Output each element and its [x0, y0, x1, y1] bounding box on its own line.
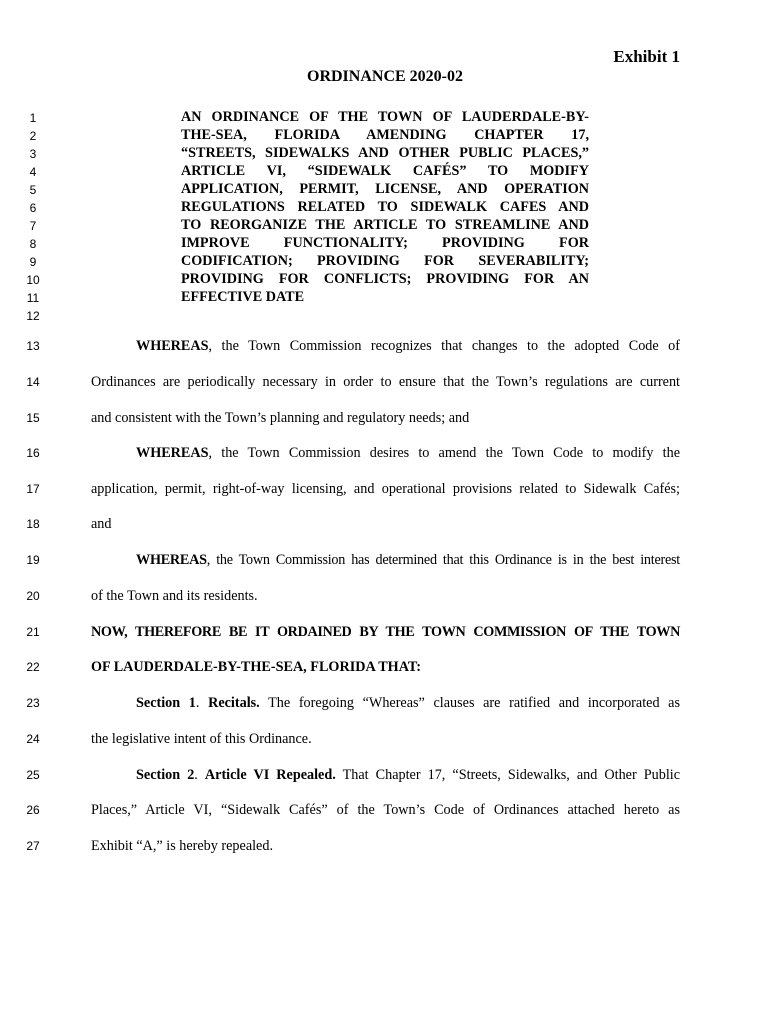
line-number: 26: [26, 803, 40, 817]
body-line-16: WHEREAS, the Town Commission desires to amend the Town Code to modify the: [136, 445, 680, 461]
ordinance-title: ORDINANCE 2020-02: [307, 68, 463, 85]
line-number: 6: [29, 201, 37, 215]
caption-line: PROVIDING FOR CONFLICTS; PROVIDING FOR AN: [181, 271, 589, 287]
body-line-17: application, permit, right-of-way licensing, and operational provisions related to Sidewalk Cafés;: [91, 481, 680, 497]
caption-line: ARTICLE VI, “SIDEWALK CAFÉS” TO MODIFY: [181, 163, 589, 179]
line-number: 7: [29, 219, 37, 233]
body-line-19: WHEREAS, the Town Commission has determined that this Ordinance is in the best interest: [136, 552, 680, 568]
line-number: 1: [29, 111, 37, 125]
body-line-14: Ordinances are periodically necessary in order to ensure that the Town’s regulations are current: [91, 374, 680, 390]
caption-line: CODIFICATION; PROVIDING FOR SEVERABILITY;: [181, 253, 589, 269]
line-number: 5: [29, 183, 37, 197]
whereas-label: WHEREAS: [136, 445, 209, 461]
line-number: 23: [26, 696, 40, 710]
body-line-13: WHEREAS, the Town Commission recognizes that changes to the adopted Code of: [136, 338, 680, 354]
whereas-label: WHEREAS: [136, 338, 209, 354]
section-1-label: Section 1: [136, 695, 196, 711]
line-number: 18: [26, 517, 40, 531]
section-2-title: Article VI Repealed.: [204, 767, 336, 783]
line-number: 25: [26, 768, 40, 782]
section-2-label: Section 2: [136, 767, 195, 783]
section-1-title: Recitals.: [208, 695, 260, 711]
line-number: 10: [26, 273, 40, 287]
body-line-18: and: [91, 516, 112, 532]
line-number: 8: [29, 237, 37, 251]
line-number: 9: [29, 255, 37, 269]
caption-line: AN ORDINANCE OF THE TOWN OF LAUDERDALE-BY-: [181, 109, 589, 125]
body-line-20: of the Town and its residents.: [91, 588, 258, 604]
body-line-27: Exhibit “A,” is hereby repealed.: [91, 838, 273, 854]
caption-line: THE-SEA, FLORIDA AMENDING CHAPTER 17,: [181, 127, 589, 143]
line-number: 12: [26, 309, 40, 323]
line-number: 17: [26, 482, 40, 496]
line-number: 24: [26, 732, 40, 746]
line-number: 19: [26, 553, 40, 567]
caption-line: REGULATIONS RELATED TO SIDEWALK CAFES AND: [181, 199, 589, 215]
caption-line: IMPROVE FUNCTIONALITY; PROVIDING FOR: [181, 235, 589, 251]
line-number: 4: [29, 165, 37, 179]
line-number: 20: [26, 589, 40, 603]
caption-line: EFFECTIVE DATE: [181, 289, 305, 305]
caption-line: APPLICATION, PERMIT, LICENSE, AND OPERATION: [181, 181, 589, 197]
body-line-24: the legislative intent of this Ordinance.: [91, 731, 312, 747]
line-number: 27: [26, 839, 40, 853]
caption-line: “STREETS, SIDEWALKS AND OTHER PUBLIC PLACES,”: [181, 145, 589, 161]
line-number: 21: [26, 625, 40, 639]
line-number: 14: [26, 375, 40, 389]
line-number: 16: [26, 446, 40, 460]
caption-line: TO REORGANIZE THE ARTICLE TO STREAMLINE AND: [181, 217, 589, 233]
body-line-22: OF LAUDERDALE-BY-THE-SEA, FLORIDA THAT:: [91, 659, 422, 675]
line-number: 22: [26, 660, 40, 674]
body-line-25: Section 2. Article VI Repealed. That Chapter 17, “Streets, Sidewalks, and Other Public: [136, 767, 681, 783]
line-number: 2: [29, 129, 37, 143]
line-number: 13: [26, 339, 40, 353]
body-line-23: Section 1. Recitals. The foregoing “Whereas” clauses are ratified and incorporated as: [136, 695, 681, 711]
body-line-15: and consistent with the Town’s planning and regulatory needs; and: [91, 410, 470, 426]
line-number: 15: [26, 411, 40, 425]
line-number: 3: [29, 147, 37, 161]
exhibit-label: Exhibit 1: [613, 47, 680, 66]
line-number: 11: [26, 291, 40, 305]
body-line-26: Places,” Article VI, “Sidewalk Cafés” of the Town’s Code of Ordinances attached hereto as: [91, 802, 680, 818]
whereas-label: WHEREAS: [136, 552, 207, 568]
body-line-21: NOW, THEREFORE BE IT ORDAINED BY THE TOWN COMMISSION OF THE TOWN: [91, 624, 680, 640]
